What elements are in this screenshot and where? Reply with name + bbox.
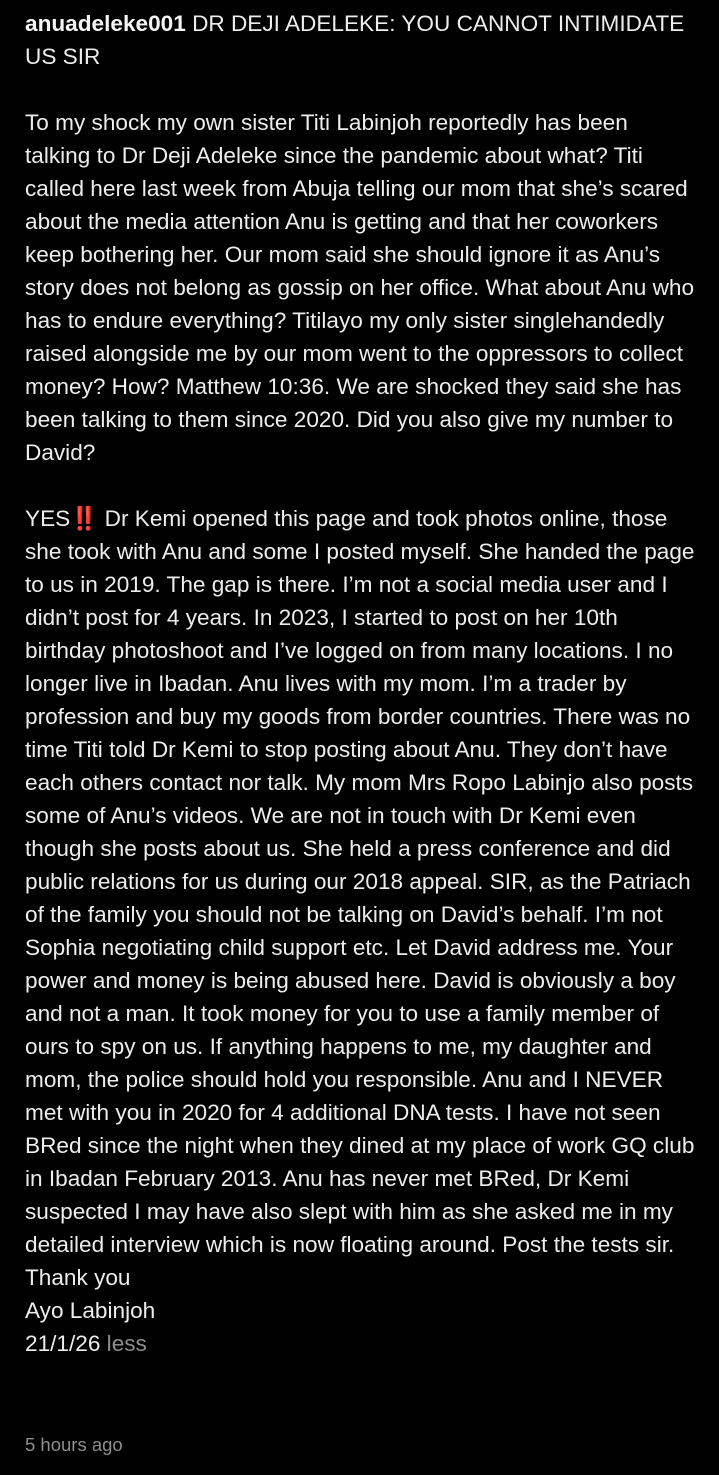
closing-line: Thank you [25, 1265, 131, 1290]
signature-line: Ayo Labinjoh [25, 1298, 156, 1323]
paragraph-2 [25, 502, 699, 1261]
post-caption [25, 7, 699, 1360]
paragraph-2-body: Dr Kemi opened this page and took photos online, those she took with Anu and some I posted myself. She handed the page to us in 2019. The gap is there. I’m not a social media user and I didn’t post for 4 years. In 2023, I started to post on her 10th birthday photoshoot and I’ve logged on from many locations. I no longer live in Ibadan. Anu lives with my mom. I’m a trader by profession and buy my goods from border countries. There was no time Titi told Dr Kemi to stop posting about Anu. They don’t have each others contact nor talk. My mom Mrs Ropo Labinjo also posts some of Anu’s videos. We are not in touch with Dr Kemi even though she posts about us. She held a press conference and did public relations for us during our 2018 appeal. SIR, as the Patriach of the family you should not be talking on David’s behalf. I’m not Sophia negotiating child support etc. Let David address me. Your power and money is being abused here. David is obviously a boy and not a man. It took money for you to use a family member of ours to spy on us. If anything happens to me, my daughter and mom, the police should hold you responsible. Anu and I NEVER met with you in 2020 for 4 additional DNA tests. I have not seen BRed since the night when they dined at my place of work GQ club in Ibadan February 2013. Anu has never met BRed, Dr Kemi suspected I may have also slept with him as she asked me in my detailed interview which is now floating around. Post the tests sir. [25, 506, 695, 1257]
paragraph-1: To my shock my own sister Titi Labinjoh reportedly has been talking to Dr Deji Adeleke since the pandemic about what? Titi called here last week from Abuja telling our mom that she’s scared about the media attention Anu is getting and that her coworkers keep bothering her. Our mom said she should ignore it as Anu’s story does not belong as gossip on her office. What about Anu who has to endure everything? Titilayo my only sister singlehandedly raised alongside me by our mom went to the oppressors to collect money? How? Matthew 10:36. We are shocked they said she has been talking to them since 2020. Did you also give my number to David? [25, 110, 695, 465]
date-line [25, 1327, 699, 1360]
less-button[interactable]: less [106, 1331, 147, 1356]
double-exclamation-icon: ‼️ [70, 506, 97, 531]
paragraph-spacer [25, 469, 699, 502]
post-date: 21/1/26 [25, 1331, 101, 1356]
post-timestamp: 5 hours ago [25, 1434, 123, 1455]
post-title: DR DEJI ADELEKE: YOU CANNOT INTIMIDATE US SIR [25, 11, 685, 69]
paragraph-spacer [25, 73, 699, 106]
paragraph-2-lead: YES [25, 506, 71, 531]
username-link[interactable]: anuadeleke001 [25, 11, 186, 36]
